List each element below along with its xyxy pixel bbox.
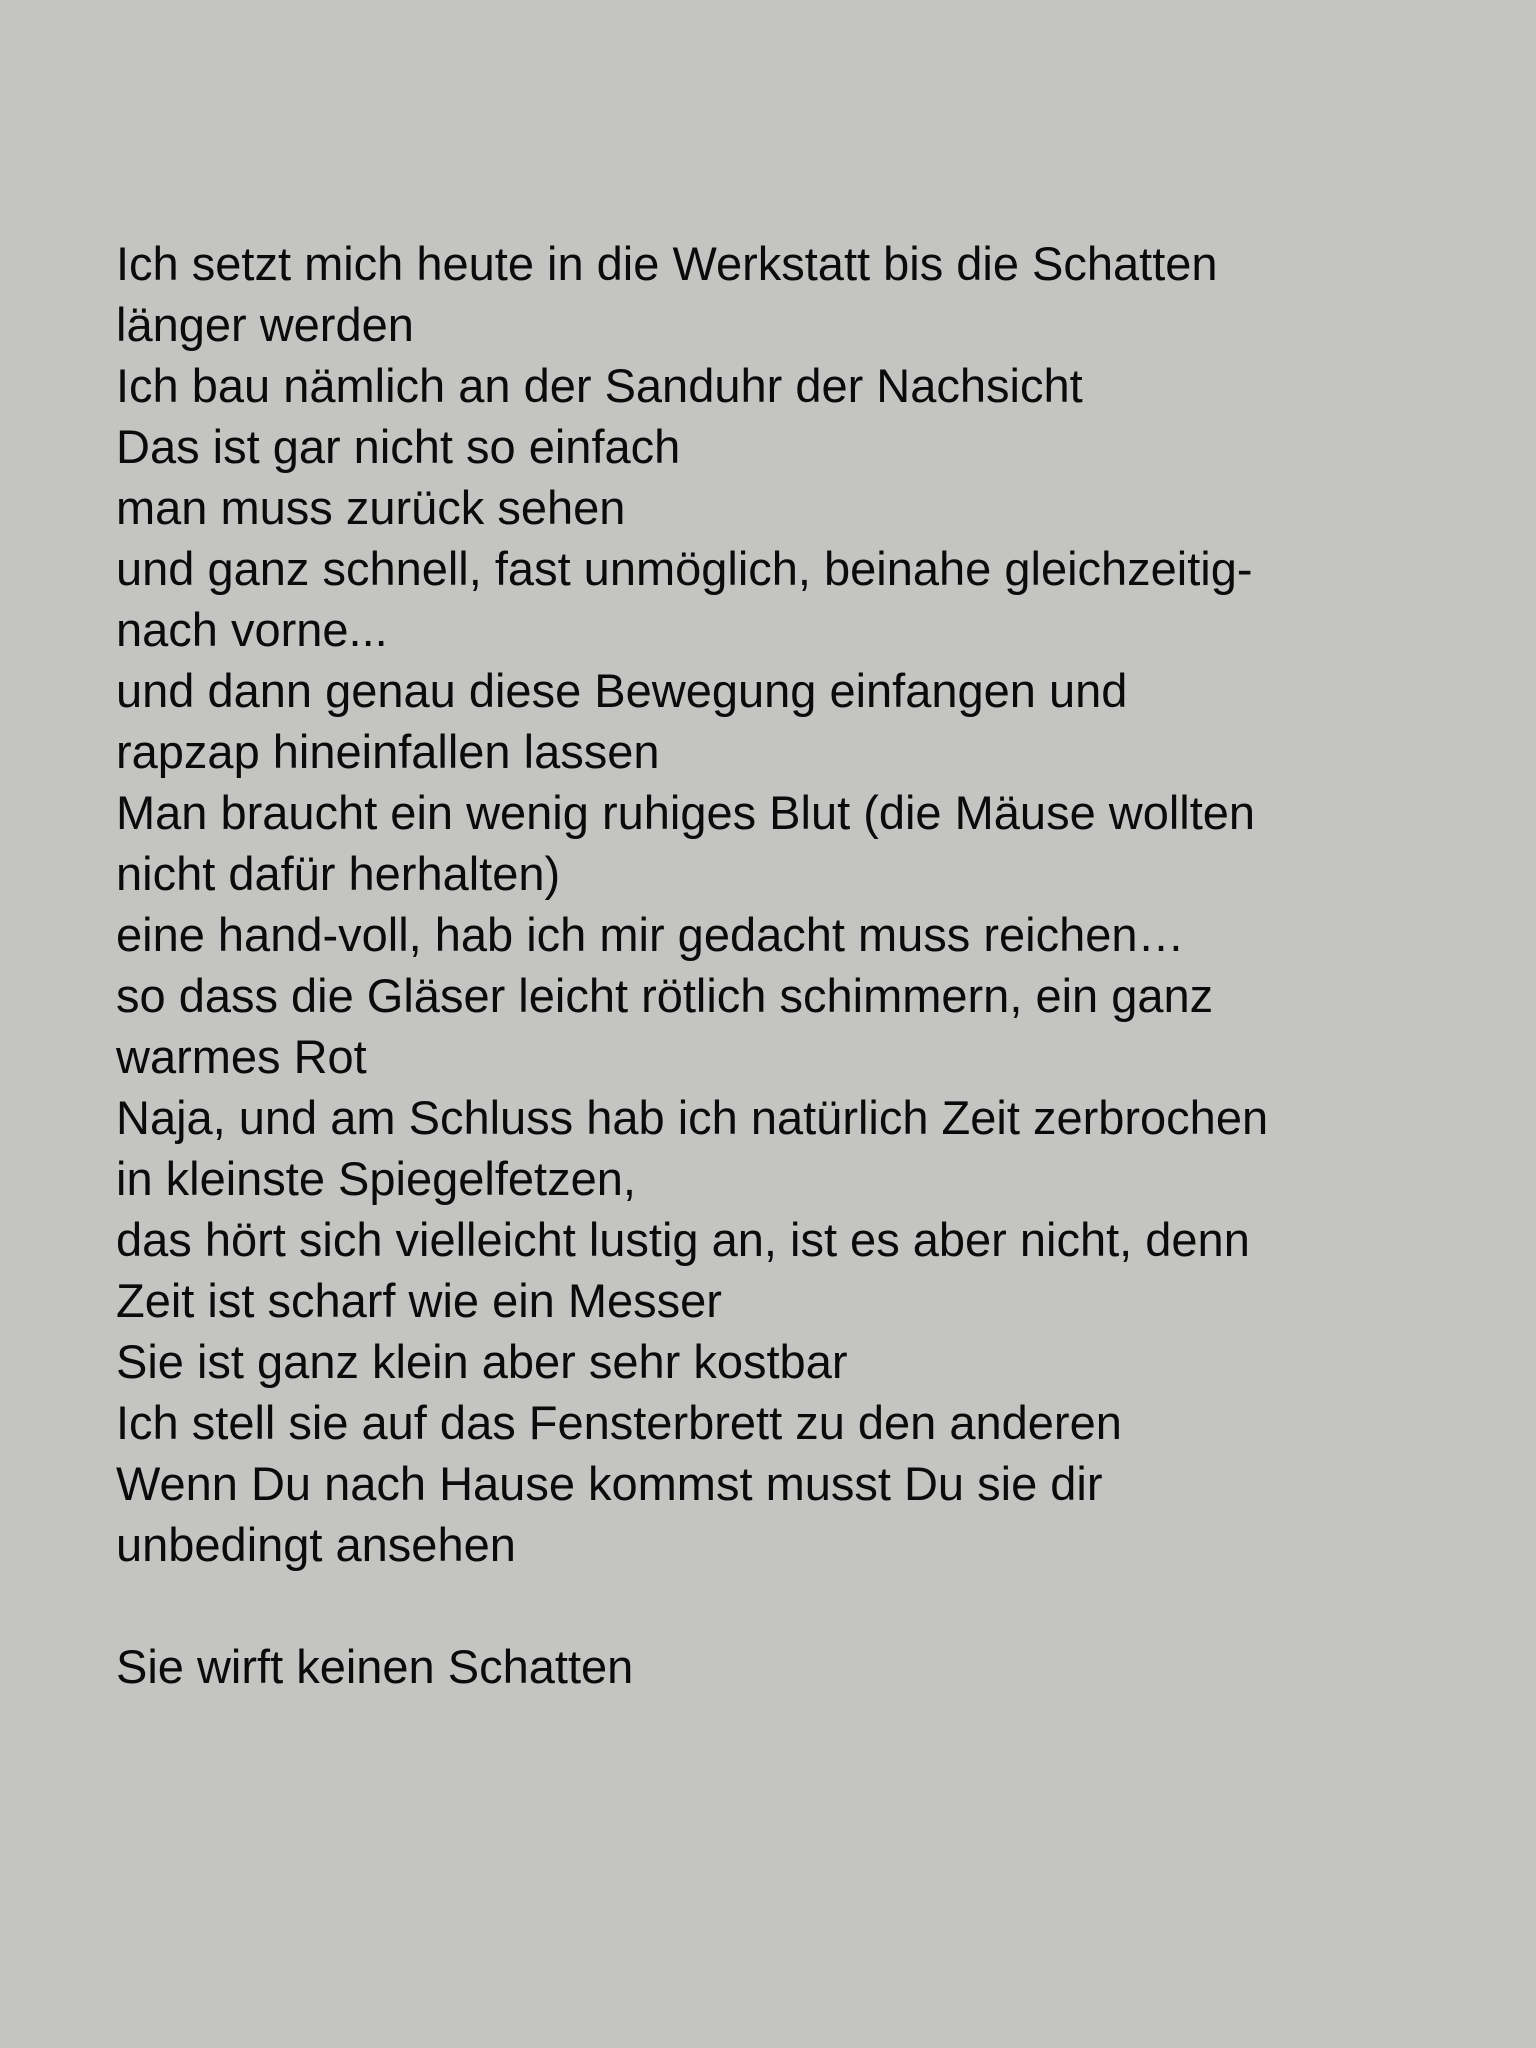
poem-line: in kleinste Spiegelfetzen, xyxy=(116,1152,636,1205)
stanza-break xyxy=(116,1575,1456,1636)
poem-line: so dass die Gläser leicht rötlich schimmern, ein ganz xyxy=(116,969,1214,1022)
poem-line: Wenn Du nach Hause kommst musst Du sie dir xyxy=(116,1457,1103,1510)
poem-line: Sie ist ganz klein aber sehr kostbar xyxy=(116,1335,848,1388)
poem-line: eine hand-voll, hab ich mir gedacht muss reichen… xyxy=(116,908,1185,961)
poem-text xyxy=(116,233,1456,1697)
poem-line: rapzap hineinfallen lassen xyxy=(116,725,660,778)
poem-line: warmes Rot xyxy=(116,1030,367,1083)
poem-line: Zeit ist scharf wie ein Messer xyxy=(116,1274,722,1327)
poem-line: man muss zurück sehen xyxy=(116,481,626,534)
poem-line: Man braucht ein wenig ruhiges Blut (die Mäuse wollten xyxy=(116,786,1256,839)
poem-line: und ganz schnell, fast unmöglich, beinahe gleichzeitig- xyxy=(116,542,1253,595)
poem-line: Ich setzt mich heute in die Werkstatt bis die Schatten xyxy=(116,237,1218,290)
poem-line: und dann genau diese Bewegung einfangen und xyxy=(116,664,1128,717)
poem-line: unbedingt ansehen xyxy=(116,1518,516,1571)
poem-line: nicht dafür herhalten) xyxy=(116,847,561,900)
poem-line: Das ist gar nicht so einfach xyxy=(116,420,681,473)
poem-line: Naja, und am Schluss hab ich natürlich Zeit zerbrochen xyxy=(116,1091,1269,1144)
poem-line: das hört sich vielleicht lustig an, ist es aber nicht, denn xyxy=(116,1213,1250,1266)
poem-line: nach vorne... xyxy=(116,603,388,656)
poem-line: länger werden xyxy=(116,298,414,351)
poem-line: Ich stell sie auf das Fensterbrett zu den anderen xyxy=(116,1396,1122,1449)
poem-line: Ich bau nämlich an der Sanduhr der Nachsicht xyxy=(116,359,1083,412)
poem-closing-line: Sie wirft keinen Schatten xyxy=(116,1640,634,1693)
